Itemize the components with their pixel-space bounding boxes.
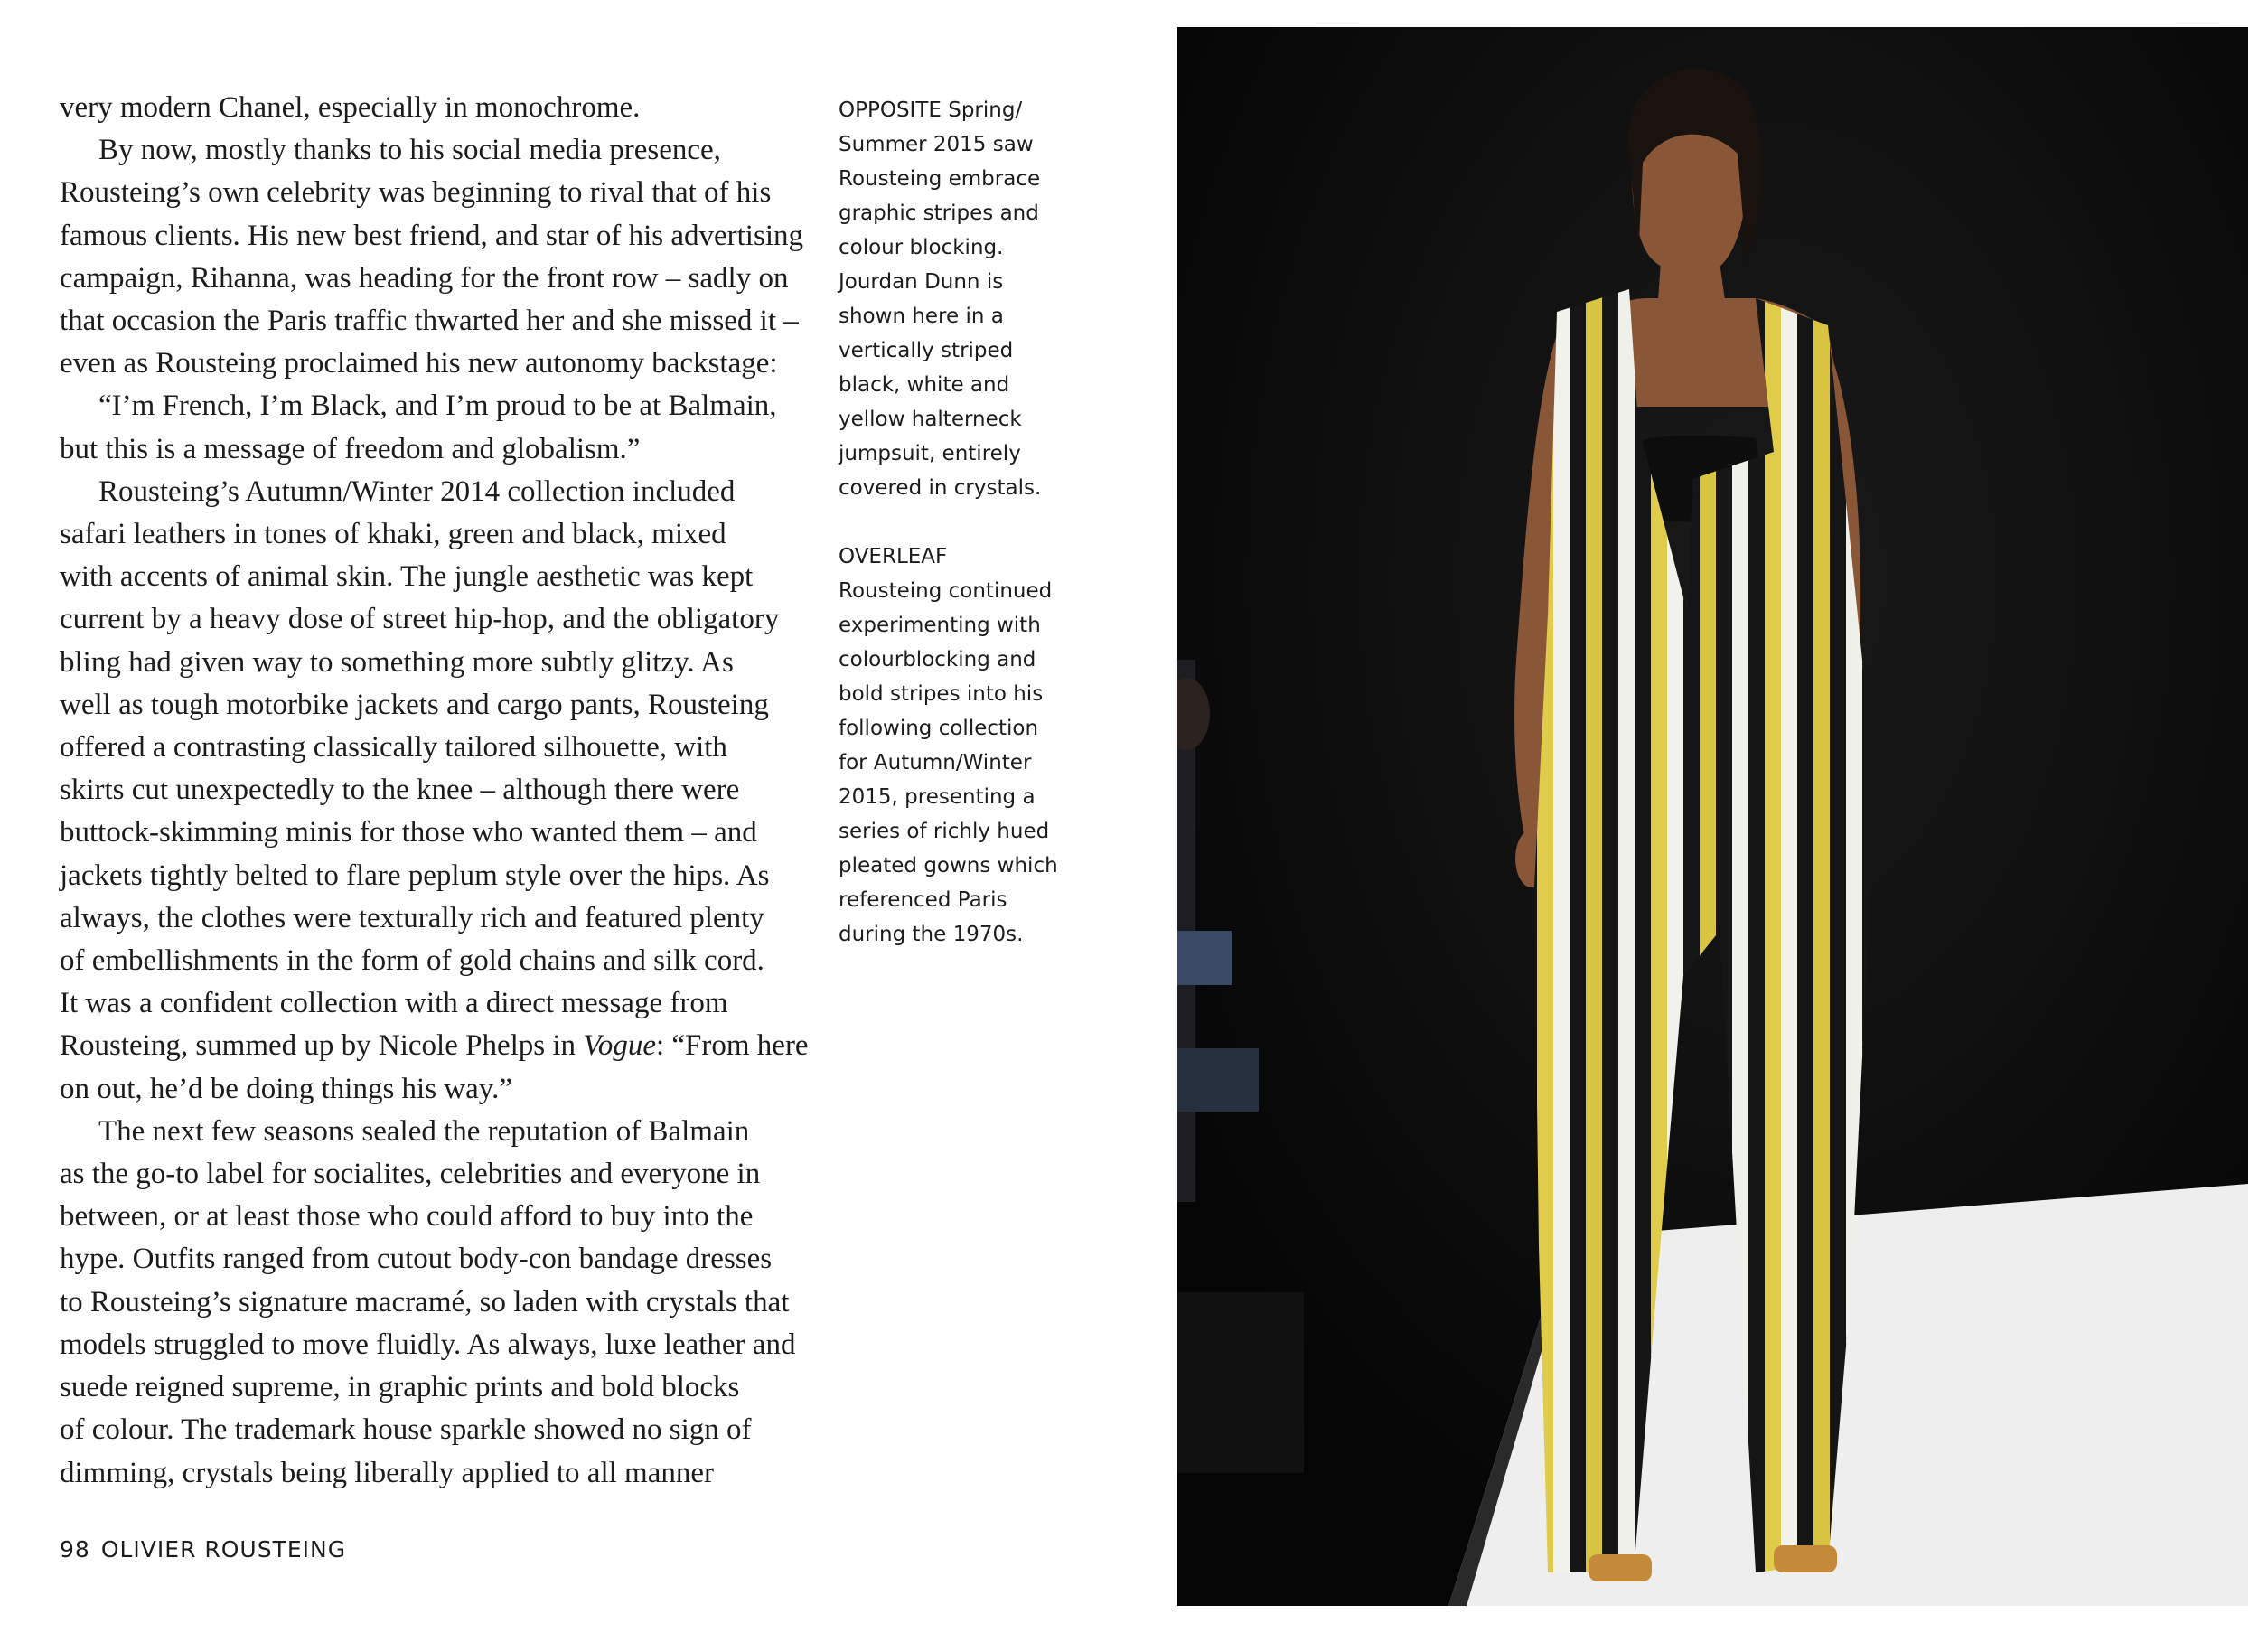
runway-photo [1177,27,2248,1606]
caption-line: covered in crystals. [839,476,1042,500]
body-line: that occasion the Paris traffic thwarted her and she missed it – [60,305,799,338]
body-line: even as Rousteing proclaimed his new autonomy backstage: [60,347,778,380]
publication-title: Vogue [583,1029,656,1063]
body-line: current by a heavy dose of street hip-hop, and the obligatory [60,603,780,636]
jumpsuit-stripe [1781,253,1798,1606]
jumpsuit-stripe [1586,253,1603,1606]
caption-line: vertically striped [839,339,1014,362]
body-line: famous clients. His new best friend, and star of his advertising [60,219,803,252]
body-text-column [60,87,809,1495]
body-line: skirts cut unexpectedly to the knee – although there were [60,774,740,807]
jumpsuit-stripe [1570,253,1587,1606]
body-line: Rousteing’s Autumn/Winter 2014 collection included [98,474,736,508]
caption-line: Summer 2015 saw [839,133,1034,156]
caption-line: following collection [839,717,1039,740]
caption-line: for Autumn/Winter [839,751,1032,774]
caption-line: shown here in a [839,305,1004,328]
caption-line: OPPOSITE Spring/ [839,99,1023,122]
jumpsuit-stripe [1553,253,1570,1606]
body-line: It was a confident collection with a direct message from [60,987,728,1020]
running-title: OLIVIER ROUSTEING [100,1536,347,1563]
body-line: models struggled to move fluidly. As always, luxe leather and [60,1328,796,1361]
jumpsuit-stripe [1618,253,1635,1606]
caption-line: Rousteing continued [839,579,1053,603]
caption-line: series of richly hued [839,820,1050,843]
caption-line: yellow halterneck [839,408,1022,431]
body-line: between, or at least those who could afford to buy into the [60,1200,754,1234]
body-line: suede reigned supreme, in graphic prints and bold blocks [60,1371,740,1404]
body-line: buttock-skimming minis for those who wanted them – and [60,816,757,849]
body-line: safari leathers in tones of khaki, green and black, mixed [60,518,726,551]
caption-spacer [839,505,1064,540]
photo-caption [839,93,1064,952]
caption-line: pleated gowns which [839,854,1058,878]
body-line: to Rousteing’s signature macramé, so laden with crystals that [60,1285,790,1319]
caption-line: jumpsuit, entirely [839,442,1021,465]
body-line: Rousteing’s own celebrity was beginning to rival that of his [60,176,772,210]
caption-opposite [839,93,1064,505]
jumpsuit-stripe [1602,253,1619,1606]
body-line: on out, he’d be doing things his way.” [60,1072,513,1105]
jumpsuit-stripe [1765,253,1782,1606]
jumpsuit-stripe [1797,253,1814,1606]
body-line: always, the clothes were texturally rich and featured plenty [60,901,764,934]
body-line: well as tough motorbike jackets and cargo pants, Rousteing [60,688,769,721]
body-line: with accents of animal skin. The jungle aesthetic was kept [60,560,754,594]
caption-line: Jourdan Dunn is [839,270,1004,294]
body-line: very modern Chanel, especially in monochrome. [60,91,641,124]
body-line: offered a contrasting classically tailored silhouette, with [60,731,727,765]
page-footer [60,1536,346,1563]
caption-line: experimenting with [839,614,1041,637]
body-line: of colour. The trademark house sparkle showed no sign of [60,1413,752,1447]
body-line: hype. Outfits ranged from cutout body-con bandage dresses [60,1243,773,1276]
caption-line: during the 1970s. [839,923,1024,946]
caption-line: OVERLEAF [839,545,948,568]
caption-overleaf [839,540,1064,952]
caption-line: 2015, presenting a [839,785,1036,809]
body-line: “I’m French, I’m Black, and I’m proud to be at Balmain, [98,389,777,423]
caption-line: Rousteing embrace [839,167,1041,191]
caption-line: referenced Paris [839,888,1007,912]
body-line: but this is a message of freedom and globalism.” [60,432,641,465]
caption-line: bold stripes into his [839,682,1044,706]
body-line: campaign, Rihanna, was heading for the front row – sadly on [60,261,789,295]
body-line: jackets tightly belted to flare peplum style over the hips. As [60,859,770,892]
body-line: bling had given way to something more subtly glitzy. As [60,645,734,679]
caption-line: black, white and [839,373,1010,397]
caption-line: graphic stripes and [839,202,1039,225]
jumpsuit-stripe [1813,253,1831,1606]
page-number: 98 [60,1536,90,1563]
body-line: dimming, crystals being liberally applied to all manner [60,1456,714,1489]
body-line: By now, mostly thanks to his social media presence, [98,134,721,167]
body-line: as the go-to label for socialites, celebrities and everyone in [60,1158,761,1191]
body-line: of embellishments in the form of gold chains and silk cord. [60,944,764,978]
caption-line: colour blocking. [839,236,1004,259]
caption-line: colourblocking and [839,648,1036,671]
body-line: The next few seasons sealed the reputation of Balmain [98,1114,750,1148]
body-line: Rousteing, summed up by Nicole Phelps in Vogue: “From here [60,1029,809,1063]
